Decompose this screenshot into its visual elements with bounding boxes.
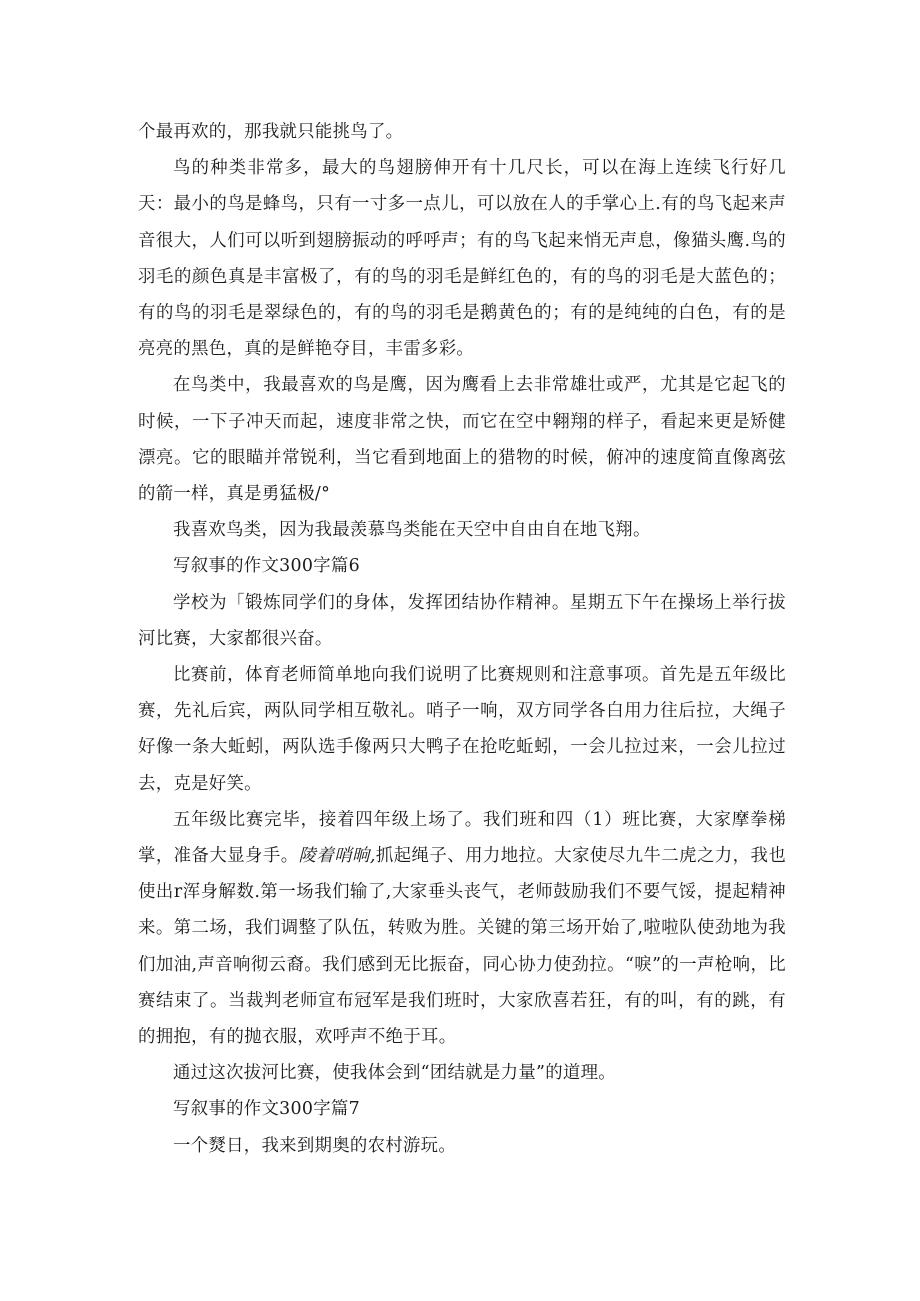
paragraph-village-trip: 一个燹日，我来到期奥的农村游玩。 [173,1135,457,1156]
paragraph-lesson: 通过这次拔河比赛，使我体会到“团结就是力量”的道理。 [173,1063,616,1084]
document-body [138,114,786,1164]
match-text-rest: 抓起绳子、用力地拉。大家使尽九牛二虎之力，我也使出r浑身解数.第一场我们输了,大家垂头丧气，老师鼓励我们不要气馁，提起精神来。第二场，我们调整了队伍，转败为胜。关键的第三场开始了,啦啦队使劲地为我们加油,声音响彻云裔。我们感到无比振奋，同心协力使劲拉。“唳”的一声枪响，比赛结束了。当裁判老师宣布冠军是我们班时，大家欣喜若狂，有的叫，有的跳，有的拥抱，有的抛衣服，欢呼声不绝于耳。 [138,846,787,1048]
section-heading-7: 写叙事的作文300字篇7 [173,1099,360,1120]
paragraph-continuation: 个最再欢的，那我就只能挑鸟了。 [138,122,404,142]
section-heading-6: 写叙事的作文300字篇6 [173,556,360,577]
paragraph-bird-types: 鸟的种类非常多，最大的鸟翅膀伸开有十几尺长，可以在海上连续飞行好几天：最小的鸟是蜂鸟，只有一寸多一点儿，可以放在人的手掌心上.有的鸟飞起来声音很大，人们可以听到翅膀振动的呼呼声；有的鸟飞起来悄无声息，像猫头鹰.鸟的羽毛的颜色真是丰富极了，有的鸟的羽毛是鲜红色的，有的鸟的羽毛是大蓝色的；有的鸟的羽毛是翠绿色的，有的鸟的羽毛是鹅黄色的；有的是纯纯的白色，有的是亮亮的黑色，真的是鲜艳夺目，丰雷多彩。 [138,158,786,360]
match-text-lead: 五年级比赛完毕，接着四年级上场了。我们班和四（1）班比赛，大家摩拳梯掌，准备大显身手。 [138,809,786,867]
paragraph-bird-conclusion: 我喜欢鸟类，因为我最羡慕鸟类能在天空中自由自在地飞翔。 [173,520,651,541]
paragraph-fourth-grade-match [138,802,786,1055]
paragraph-tug-of-war-intro: 学校为「锻炼同学们的身体，发挥团结协作精神。星期五下午在操场上举行拔河比赛，大家都很兴奋。 [138,592,786,649]
paragraph-eagle: 在鸟类中，我最喜欢的鸟是鹰，因为鹰看上去非常雄壮或严，尤其是它起飞的时候，一下子冲天而起，速度非常之快，而它在空中翱翔的样子，看起来更是矫健漂亮。它的眼瞄并常锐利，当它看到地面上的猎物的时候，俯冲的速度简直像离弦的箭一样，真是勇猛极/° [138,375,786,505]
match-text-italic: 陵着哨晌, [298,846,376,867]
paragraph-before-match: 比赛前，体育老师简单地向我们说明了比赛规则和注意事项。首先是五年级比赛，先礼后宾，两队同学相互敬礼。哨子一响，双方同学各白用力往后拉，大绳子好像一条大蚯蚓，两队选手像两只大鸭子在抢吃蚯蚓，一会儿拉过来，一会儿拉过去，克是好笑。 [138,665,786,794]
